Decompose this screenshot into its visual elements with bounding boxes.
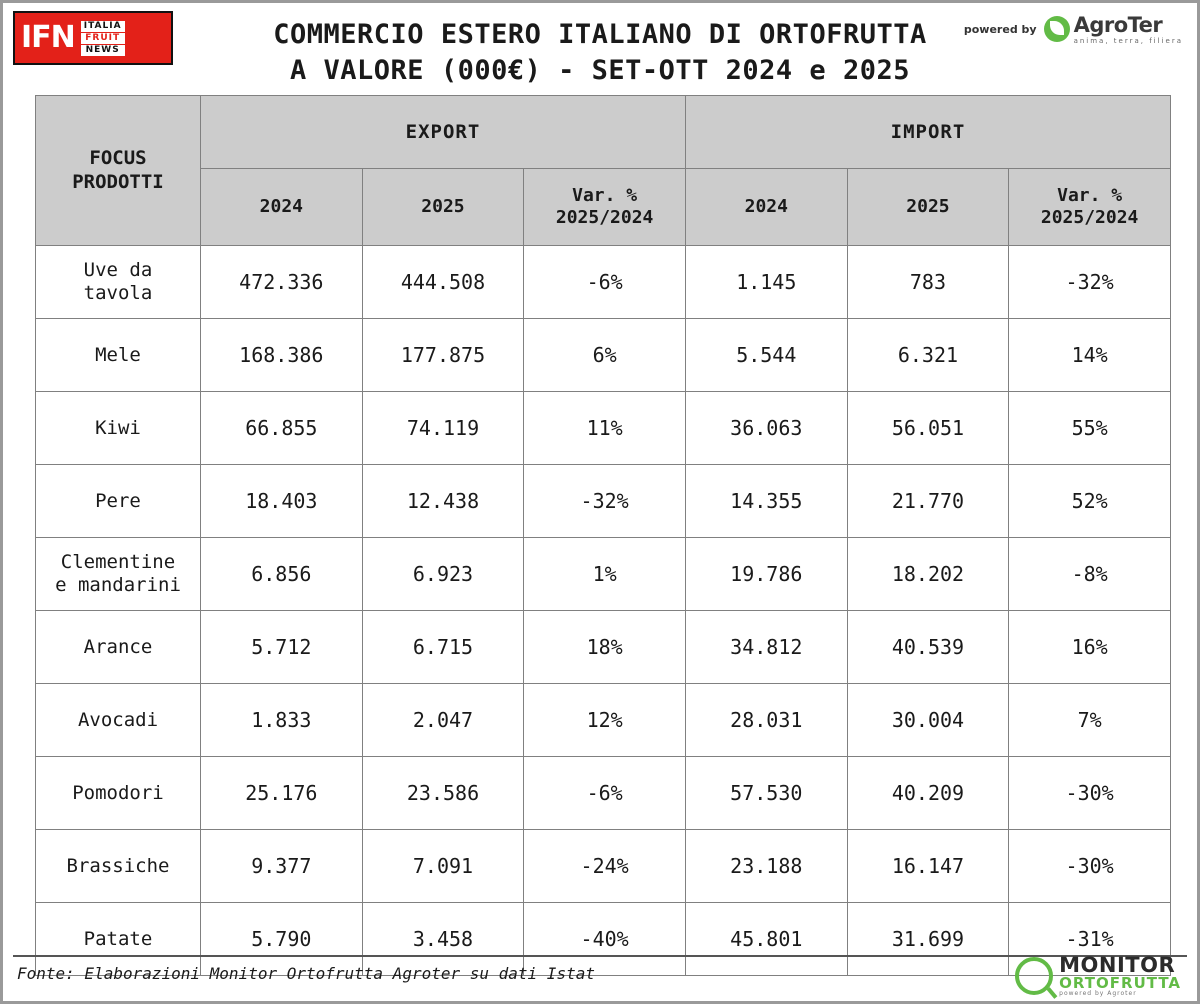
- cell-import-2025: 40.539: [847, 611, 1009, 684]
- subheader-export-var: [524, 169, 686, 246]
- monitor-ortofrutta-logo: [1015, 955, 1181, 997]
- cell-export-var: -24%: [524, 830, 686, 903]
- cell-import-2024: 5.544: [685, 319, 847, 392]
- magnifier-icon: [1015, 957, 1053, 995]
- table-row: [36, 392, 1171, 465]
- cell-export-2025: 6.923: [362, 538, 524, 611]
- cell-export-2025: 7.091: [362, 830, 524, 903]
- cell-export-2024: 6.856: [201, 538, 363, 611]
- cell-export-var: 6%: [524, 319, 686, 392]
- subheader-import-var-line1: Var. %: [1057, 184, 1123, 206]
- leaf-icon: [1044, 16, 1070, 42]
- cell-import-2025: 18.202: [847, 538, 1009, 611]
- subheader-import-2024: [685, 169, 847, 246]
- source-note: Fonte: Elaborazioni Monitor Ortofrutta Agroter su dati Istat: [17, 964, 595, 983]
- cell-import-2024: 34.812: [685, 611, 847, 684]
- table-container: [3, 95, 1197, 976]
- cell-export-2025: 12.438: [362, 465, 524, 538]
- row-product-line2: tavola: [83, 282, 153, 304]
- cell-import-2025: 56.051: [847, 392, 1009, 465]
- subheader-export-2024: [201, 169, 363, 246]
- cell-import-2025: 6.321: [847, 319, 1009, 392]
- subheader-import-var-line2: 2025/2024: [1040, 207, 1139, 228]
- footer-divider: [13, 955, 1187, 957]
- cell-import-var: 55%: [1009, 392, 1171, 465]
- corner-header: [36, 96, 201, 246]
- cell-import-2025: 783: [847, 246, 1009, 319]
- powered-by-block: [964, 13, 1183, 45]
- ifn-logo-text: IFN: [21, 20, 75, 55]
- ifn-logo-line3: NEWS: [81, 45, 125, 56]
- cell-import-2025: 40.209: [847, 757, 1009, 830]
- row-product-line1: Uve da: [83, 259, 153, 282]
- cell-export-var: -6%: [524, 757, 686, 830]
- trade-data-table: [35, 95, 1171, 976]
- cell-import-2025: 16.147: [847, 830, 1009, 903]
- corner-header-line2: PRODOTTI: [72, 170, 164, 193]
- row-product: [36, 246, 201, 319]
- cell-import-var: -8%: [1009, 538, 1171, 611]
- row-product: [36, 465, 201, 538]
- monitor-logo-word1: MONITOR: [1059, 953, 1176, 977]
- cell-import-var: -31%: [1009, 903, 1171, 976]
- cell-export-2024: 18.403: [201, 465, 363, 538]
- row-product: [36, 684, 201, 757]
- cell-import-var: 52%: [1009, 465, 1171, 538]
- cell-export-2025: 2.047: [362, 684, 524, 757]
- header: [3, 3, 1197, 95]
- row-product-line2: e mandarini: [55, 574, 181, 596]
- group-header-export: EXPORT: [201, 96, 686, 169]
- cell-export-var: -32%: [524, 465, 686, 538]
- table-group-header-row: [36, 96, 1171, 169]
- cell-import-var: -32%: [1009, 246, 1171, 319]
- powered-by-label: powered by: [963, 22, 1037, 36]
- cell-import-var: -30%: [1009, 830, 1171, 903]
- ifn-logo-line1: ITALIA: [81, 21, 125, 32]
- cell-import-2024: 14.355: [685, 465, 847, 538]
- row-product: [36, 392, 201, 465]
- cell-import-var: 16%: [1009, 611, 1171, 684]
- cell-export-var: 18%: [524, 611, 686, 684]
- cell-import-2025: 31.699: [847, 903, 1009, 976]
- cell-export-2025: 23.586: [362, 757, 524, 830]
- subheader-import-2025-line1: 2025: [906, 195, 950, 217]
- row-product-line1: Arance: [83, 635, 153, 658]
- subheader-import-var: [1009, 169, 1171, 246]
- page-title-line2: A VALORE (000€) - SET-OTT 2024 e 2025: [290, 55, 910, 87]
- row-product: [36, 319, 201, 392]
- agroter-logo: [1044, 13, 1183, 45]
- cell-export-2025: 6.715: [362, 611, 524, 684]
- cell-export-var: 11%: [524, 392, 686, 465]
- cell-import-2024: 28.031: [685, 684, 847, 757]
- ifn-logo-words: [81, 21, 125, 56]
- table-row: [36, 246, 1171, 319]
- table-head: [36, 96, 1171, 246]
- subheader-export-2024-line1: 2024: [259, 195, 303, 217]
- corner-header-line1: FOCUS: [89, 146, 147, 169]
- cell-export-2025: 177.875: [362, 319, 524, 392]
- cell-export-2025: 74.119: [362, 392, 524, 465]
- cell-import-var: 7%: [1009, 684, 1171, 757]
- cell-export-var: -40%: [524, 903, 686, 976]
- monitor-logo-word2: ORTOFRUTTA: [1059, 974, 1181, 992]
- subheader-export-var-line1: Var. %: [572, 184, 638, 206]
- cell-export-2025: 3.458: [362, 903, 524, 976]
- row-product-line1: Mele: [95, 343, 141, 366]
- row-product: [36, 830, 201, 903]
- cell-import-2024: 57.530: [685, 757, 847, 830]
- table-row: [36, 319, 1171, 392]
- page-title-line1: COMMERCIO ESTERO ITALIANO DI ORTOFRUTTA: [273, 19, 927, 50]
- cell-export-var: 12%: [524, 684, 686, 757]
- cell-import-2024: 1.145: [685, 246, 847, 319]
- cell-export-2024: 66.855: [201, 392, 363, 465]
- cell-export-2025: 444.508: [362, 246, 524, 319]
- cell-export-2024: 5.790: [201, 903, 363, 976]
- monitor-logo-text: [1059, 955, 1181, 997]
- table-body: [36, 246, 1171, 976]
- table-row: [36, 830, 1171, 903]
- row-product: [36, 611, 201, 684]
- table-row: [36, 757, 1171, 830]
- agroter-tagline: anima, terra, filiera: [1073, 37, 1183, 45]
- cell-export-var: 1%: [524, 538, 686, 611]
- row-product: [36, 538, 201, 611]
- group-header-import: IMPORT: [685, 96, 1170, 169]
- cell-export-2024: 25.176: [201, 757, 363, 830]
- ifn-logo-line2: FRUIT: [81, 33, 125, 44]
- subheader-import-2025: [847, 169, 1009, 246]
- cell-export-2024: 1.833: [201, 684, 363, 757]
- cell-import-2024: 23.188: [685, 830, 847, 903]
- subheader-export-var-line2: 2025/2024: [555, 207, 654, 228]
- row-product-line1: Clementine: [60, 551, 176, 574]
- cell-export-2024: 168.386: [201, 319, 363, 392]
- footer: [3, 955, 1197, 1001]
- cell-import-var: 14%: [1009, 319, 1171, 392]
- table-row: [36, 538, 1171, 611]
- cell-import-2024: 36.063: [685, 392, 847, 465]
- monitor-logo-sub: powered by Agroter: [1059, 990, 1137, 997]
- cell-import-2024: 45.801: [685, 903, 847, 976]
- ifn-logo: [13, 11, 173, 65]
- table-subheader-row: [36, 169, 1171, 246]
- row-product-line1: Pomodori: [72, 781, 164, 804]
- row-product-line1: Brassiche: [66, 854, 170, 877]
- subheader-export-2025-line1: 2025: [421, 195, 465, 217]
- subheader-import-2024-line1: 2024: [744, 195, 788, 217]
- row-product-line1: Patate: [83, 927, 153, 950]
- cell-export-var: -6%: [524, 246, 686, 319]
- agroter-logo-text: AgroTer: [1073, 13, 1163, 37]
- subheader-export-2025: [362, 169, 524, 246]
- cell-export-2024: 5.712: [201, 611, 363, 684]
- row-product-line1: Pere: [95, 489, 141, 512]
- table-row: [36, 684, 1171, 757]
- cell-export-2024: 9.377: [201, 830, 363, 903]
- table-row: [36, 611, 1171, 684]
- row-product-line1: Avocadi: [77, 708, 159, 731]
- cell-export-2024: 472.336: [201, 246, 363, 319]
- cell-import-2024: 19.786: [685, 538, 847, 611]
- cell-import-var: -30%: [1009, 757, 1171, 830]
- cell-import-2025: 30.004: [847, 684, 1009, 757]
- cell-import-2025: 21.770: [847, 465, 1009, 538]
- row-product: [36, 757, 201, 830]
- row-product-line1: Kiwi: [95, 416, 141, 439]
- table-row: [36, 465, 1171, 538]
